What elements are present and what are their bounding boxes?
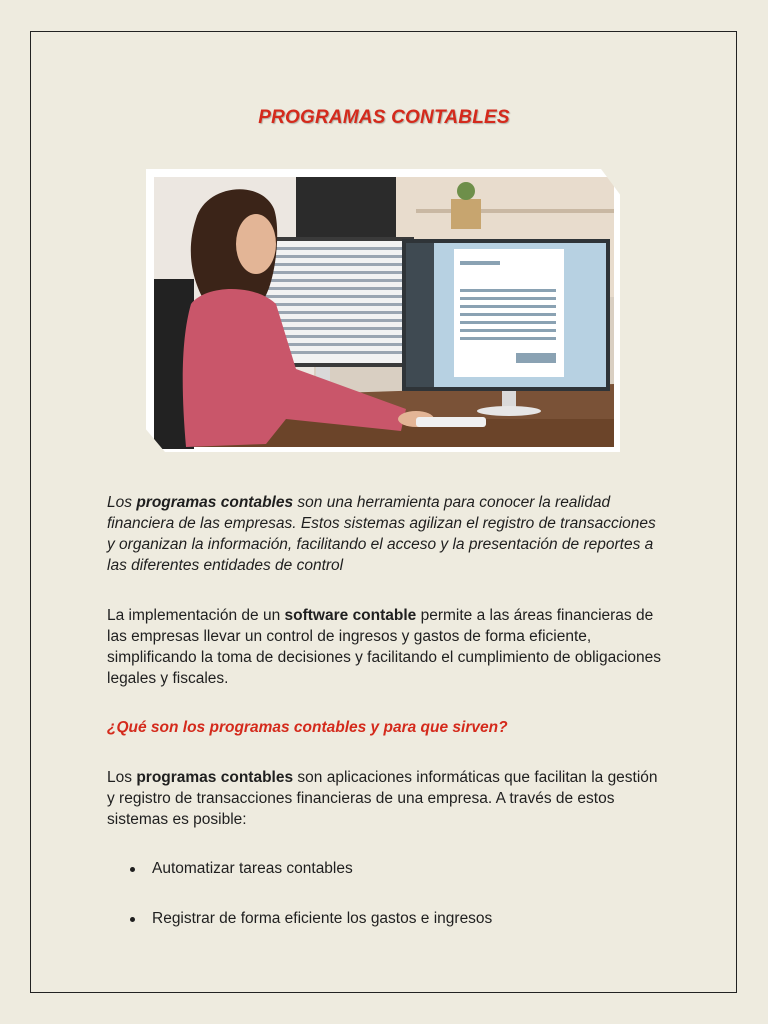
paragraph-text: permite a las áreas financieras de las empresas llevar un control de ingresos y gastos de forma eficiente, simplificando la toma de decisiones y facilitando el cumplimiento de obligaciones legales y fiscales. [107, 607, 661, 687]
bold-term: programas contables [136, 494, 294, 511]
list-item [107, 858, 667, 879]
illustration-photo [146, 169, 620, 452]
bold-term: programas contables [136, 769, 294, 786]
section-question-heading: ¿Qué son los programas contables y para que sirven? [107, 719, 508, 736]
definition-paragraph [107, 767, 667, 830]
intro-paragraph [107, 492, 667, 576]
list-item-text: Automatizar tareas contables [152, 860, 353, 877]
list-item [107, 908, 667, 929]
software-paragraph [107, 605, 667, 689]
paragraph-text: La implementación de un [107, 607, 285, 624]
paragraph-text: Los [107, 769, 137, 786]
list-item-text: Registrar de forma eficiente los gastos e ingresos [152, 910, 493, 927]
bullet-icon [130, 867, 135, 872]
paragraph-text: son una herramienta para conocer la realidad financiera de las empresas. Estos sistemas agilizan el registro de transacciones y organizan la información, facilitando el acceso y la presentación de reportes a las diferentes entidades de control [107, 494, 656, 574]
right-monitor [402, 239, 610, 416]
paragraph-text: Los [107, 494, 137, 511]
bold-term: software contable [284, 607, 417, 624]
paragraph-text: son aplicaciones informáticas que facilitan la gestión y registro de transacciones financieras de una empresa. A través de estos sistemas es posible: [107, 769, 658, 828]
benefits-list [107, 858, 667, 958]
office-scene-image [146, 169, 620, 452]
photo-frame [146, 169, 620, 452]
bullet-icon [130, 917, 135, 922]
document-title: PROGRAMAS CONTABLES [258, 107, 510, 128]
